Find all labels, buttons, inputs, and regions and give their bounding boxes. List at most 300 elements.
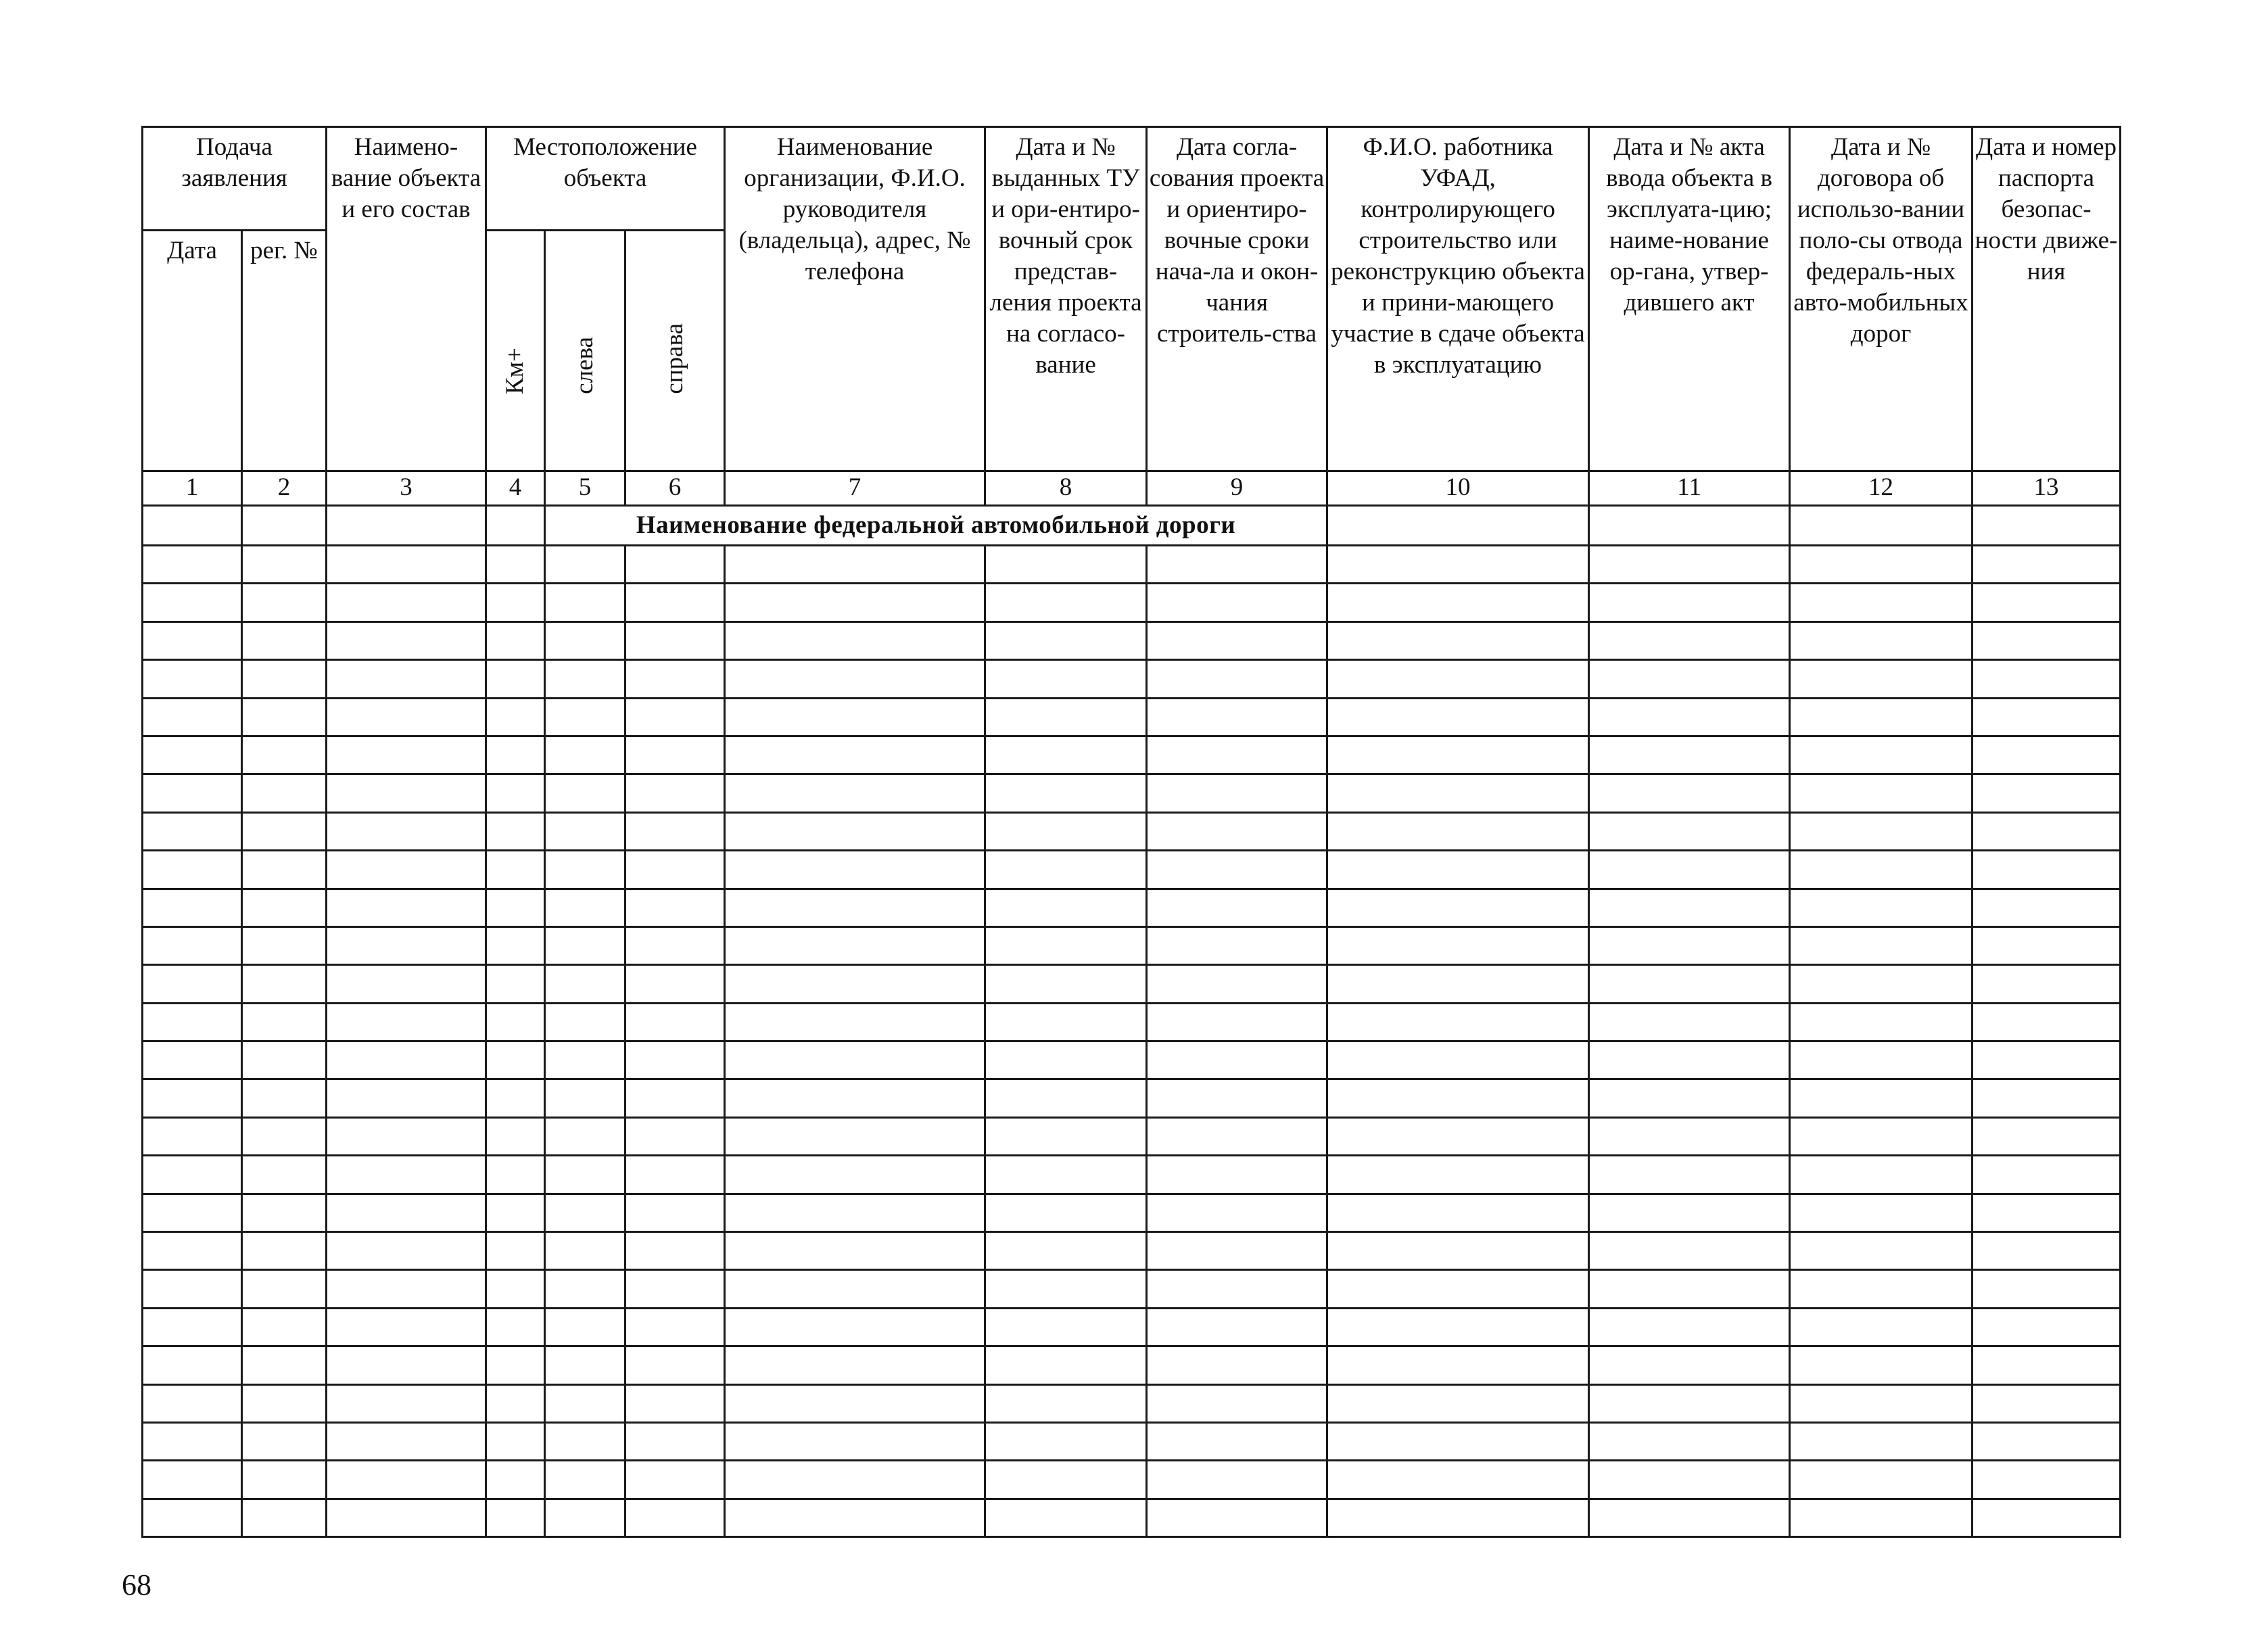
table-cell (1790, 584, 1972, 621)
table-row (143, 1308, 2121, 1346)
table-cell (1589, 1384, 1790, 1422)
table-cell (545, 1194, 625, 1231)
table-cell (545, 1003, 625, 1041)
table-cell (1327, 774, 1589, 812)
table-cell (725, 774, 985, 812)
table-cell (486, 1308, 545, 1346)
table-cell (143, 1079, 242, 1117)
table-cell (327, 851, 486, 889)
table-cell (242, 506, 327, 546)
table-cell (725, 698, 985, 736)
table-cell (1589, 1422, 1790, 1460)
table-row (143, 1041, 2121, 1079)
table-cell (1589, 1156, 1790, 1194)
table-cell (545, 774, 625, 812)
table-cell (545, 736, 625, 774)
table-cell (725, 926, 985, 964)
table-cell (1589, 851, 1790, 889)
table-cell (625, 1079, 725, 1117)
table-cell (242, 812, 327, 850)
table-cell (143, 851, 242, 889)
table-row (143, 621, 2121, 659)
table-cell (1147, 1308, 1327, 1346)
table-cell (486, 812, 545, 850)
header-date: Дата (143, 231, 242, 471)
table-cell (725, 1156, 985, 1194)
table-cell (1790, 698, 1972, 736)
table-cell (143, 698, 242, 736)
table-cell (242, 1041, 327, 1079)
header-tu-date: Дата и № выданных ТУ и ори-ентиро-вочный срок представ-ления проекта на согласо-вание (985, 127, 1147, 471)
table-cell (327, 506, 486, 546)
table-cell (1790, 1346, 1972, 1384)
table-cell (1972, 851, 2121, 889)
table-cell (1327, 1384, 1589, 1422)
table-cell (725, 1308, 985, 1346)
table-cell (327, 1041, 486, 1079)
column-number: 9 (1147, 471, 1327, 506)
table-cell (486, 546, 545, 584)
table-cell (143, 506, 242, 546)
table-cell (242, 1346, 327, 1384)
table-cell (486, 660, 545, 698)
table-cell (486, 584, 545, 621)
table-cell (486, 1270, 545, 1308)
table-cell (1790, 1079, 1972, 1117)
table-cell (1147, 1422, 1327, 1460)
table-cell (625, 812, 725, 850)
table-cell (486, 889, 545, 926)
table-cell (242, 1308, 327, 1346)
table-cell (327, 1308, 486, 1346)
table-cell (1972, 1003, 2121, 1041)
table-cell (486, 1422, 545, 1460)
table-cell (725, 851, 985, 889)
table-cell (242, 1422, 327, 1460)
table-cell (725, 1003, 985, 1041)
table-cell (143, 1117, 242, 1155)
table-cell (486, 506, 545, 546)
table-cell (327, 1232, 486, 1270)
table-cell (545, 812, 625, 850)
table-cell (545, 1232, 625, 1270)
table-cell (625, 889, 725, 926)
table-cell (1589, 1461, 1790, 1499)
table-cell (985, 1156, 1147, 1194)
table-cell (1147, 1041, 1327, 1079)
table-cell (242, 1270, 327, 1308)
table-cell (985, 774, 1147, 812)
table-cell (545, 965, 625, 1003)
table-cell (625, 851, 725, 889)
table-cell (242, 736, 327, 774)
table-cell (1147, 546, 1327, 584)
table-cell (327, 1384, 486, 1422)
table-cell (1972, 546, 2121, 584)
table-cell (327, 660, 486, 698)
table-cell (725, 1422, 985, 1460)
header-submission: Подача заявления (143, 127, 327, 231)
table-cell (1327, 1232, 1589, 1270)
table-cell (725, 1346, 985, 1384)
table-cell (985, 1461, 1147, 1499)
header-left (545, 231, 625, 471)
header-left-label: слева (571, 337, 598, 394)
table-cell (1147, 660, 1327, 698)
page-number: 68 (122, 1568, 151, 1601)
table-cell (1972, 1232, 2121, 1270)
table-cell (1327, 1499, 1589, 1536)
column-number: 8 (985, 471, 1147, 506)
table-cell (1790, 1232, 1972, 1270)
table-cell (1790, 1461, 1972, 1499)
table-cell (1972, 1346, 2121, 1384)
header-km (486, 231, 545, 471)
table-cell (1327, 926, 1589, 964)
table-cell (1327, 698, 1589, 736)
table-cell (1589, 889, 1790, 926)
table-cell (985, 546, 1147, 584)
table-row (143, 926, 2121, 964)
table-cell (545, 1422, 625, 1460)
header-organization: Наименование организации, Ф.И.О. руководителя (владельца), адрес, № телефона (725, 127, 985, 471)
table-cell (242, 1232, 327, 1270)
table-cell (1147, 736, 1327, 774)
table-row (143, 1384, 2121, 1422)
table-cell (1327, 1461, 1589, 1499)
table-cell (1147, 698, 1327, 736)
table-cell (985, 812, 1147, 850)
table-cell (625, 698, 725, 736)
table-cell (1790, 1422, 1972, 1460)
table-cell (1972, 1499, 2121, 1536)
table-row (143, 1194, 2121, 1231)
table-cell (725, 1194, 985, 1231)
table-cell (486, 926, 545, 964)
table-cell (1147, 851, 1327, 889)
table-cell (1589, 774, 1790, 812)
table-cell (1327, 506, 1589, 546)
table-cell (143, 965, 242, 1003)
table-cell (1589, 1117, 1790, 1155)
table-cell (486, 621, 545, 659)
table-cell (1972, 506, 2121, 546)
table-cell (725, 889, 985, 926)
column-number: 3 (327, 471, 486, 506)
table-cell (1147, 774, 1327, 812)
table-cell (625, 736, 725, 774)
table-cell (327, 889, 486, 926)
table-cell (242, 965, 327, 1003)
table-cell (545, 1384, 625, 1422)
table-cell (1147, 1270, 1327, 1308)
table-cell (1147, 1117, 1327, 1155)
table-cell (1589, 926, 1790, 964)
column-number-row (143, 471, 2121, 506)
table-row (143, 1346, 2121, 1384)
column-number: 12 (1790, 471, 1972, 506)
table-cell (143, 1156, 242, 1194)
table-cell (1589, 1003, 1790, 1041)
table-cell (985, 1422, 1147, 1460)
table-cell (545, 926, 625, 964)
table-cell (725, 736, 985, 774)
table-cell (1589, 1270, 1790, 1308)
table-cell (1790, 506, 1972, 546)
table-cell (1327, 1422, 1589, 1460)
table-cell (1972, 736, 2121, 774)
table-cell (1147, 812, 1327, 850)
table-cell (486, 851, 545, 889)
table-cell (625, 1346, 725, 1384)
table-cell (1327, 1117, 1589, 1155)
table-cell (1972, 889, 2121, 926)
table-cell (486, 1346, 545, 1384)
table-cell (725, 1079, 985, 1117)
table-cell (725, 812, 985, 850)
table-cell (242, 1194, 327, 1231)
table-cell (1327, 1194, 1589, 1231)
table-cell (143, 889, 242, 926)
table-cell (725, 621, 985, 659)
table-cell (1327, 1003, 1589, 1041)
table-cell (625, 774, 725, 812)
table-cell (242, 621, 327, 659)
table-cell (242, 1461, 327, 1499)
table-row (143, 1422, 2121, 1460)
column-number: 5 (545, 471, 625, 506)
table-cell (143, 1499, 242, 1536)
table-cell (1327, 851, 1589, 889)
table-cell (1327, 736, 1589, 774)
table-row (143, 1003, 2121, 1041)
table-cell (1972, 1308, 2121, 1346)
table-cell (625, 1232, 725, 1270)
object-register-table (141, 126, 2121, 1538)
table-cell (985, 851, 1147, 889)
table-cell (1327, 546, 1589, 584)
table-cell (1147, 1003, 1327, 1041)
table-cell (143, 812, 242, 850)
table-cell (725, 1499, 985, 1536)
table-cell (327, 1194, 486, 1231)
table-cell (545, 546, 625, 584)
table-cell (1147, 889, 1327, 926)
table-cell (545, 1461, 625, 1499)
table-cell (1790, 621, 1972, 659)
table-cell (985, 1041, 1147, 1079)
table-cell (327, 1461, 486, 1499)
table-cell (486, 1117, 545, 1155)
table-cell (1972, 1079, 2121, 1117)
column-number: 13 (1972, 471, 2121, 506)
table-cell (1147, 584, 1327, 621)
table-cell (725, 584, 985, 621)
table-cell (1327, 1308, 1589, 1346)
table-cell (327, 1003, 486, 1041)
table-cell (625, 584, 725, 621)
table-cell (1972, 1461, 2121, 1499)
table-cell (545, 621, 625, 659)
table-cell (985, 926, 1147, 964)
table-cell (143, 1232, 242, 1270)
table-cell (1790, 660, 1972, 698)
table-cell (625, 546, 725, 584)
table-cell (486, 1194, 545, 1231)
table-cell (486, 1499, 545, 1536)
table-cell (1589, 621, 1790, 659)
column-number: 6 (625, 471, 725, 506)
table-row (143, 584, 2121, 621)
table-cell (625, 1270, 725, 1308)
table-cell (1790, 546, 1972, 584)
table-cell (725, 1270, 985, 1308)
table-cell (1972, 1041, 2121, 1079)
table-cell (143, 1194, 242, 1231)
header-commission-act: Дата и № акта ввода объекта в эксплуата-цию; наиме-нование ор-гана, утвер-дившего акт (1589, 127, 1790, 471)
table-cell (1589, 1346, 1790, 1384)
table-cell (327, 1346, 486, 1384)
table-cell (1790, 889, 1972, 926)
column-number: 4 (486, 471, 545, 506)
table-cell (327, 1079, 486, 1117)
table-cell (143, 1003, 242, 1041)
table-row (143, 546, 2121, 584)
road-name-title: Наименование федеральной автомобильной дороги (545, 506, 1327, 546)
column-number: 11 (1589, 471, 1790, 506)
table-cell (625, 1156, 725, 1194)
table-cell (486, 736, 545, 774)
table-cell (143, 926, 242, 964)
header-row-1 (143, 127, 2121, 231)
table-cell (985, 1499, 1147, 1536)
table-row (143, 1232, 2121, 1270)
table-cell (1589, 812, 1790, 850)
table-cell (486, 1384, 545, 1422)
table-cell (242, 1003, 327, 1041)
table-cell (242, 1117, 327, 1155)
table-cell (545, 698, 625, 736)
table-cell (1589, 506, 1790, 546)
table-row (143, 965, 2121, 1003)
table-row (143, 736, 2121, 774)
table-cell (1790, 1270, 1972, 1308)
table-cell (1972, 621, 2121, 659)
table-cell (1972, 1270, 2121, 1308)
table-cell (625, 965, 725, 1003)
table-cell (1147, 965, 1327, 1003)
table-cell (1147, 926, 1327, 964)
table-cell (1327, 1156, 1589, 1194)
table-cell (1147, 1384, 1327, 1422)
table-cell (1327, 1346, 1589, 1384)
table-cell (985, 1003, 1147, 1041)
table-row (143, 1270, 2121, 1308)
table-cell (985, 965, 1147, 1003)
table-cell (1790, 851, 1972, 889)
table-cell (327, 1499, 486, 1536)
table-cell (143, 660, 242, 698)
table-cell (486, 1041, 545, 1079)
table-cell (1790, 1041, 1972, 1079)
table-cell (327, 698, 486, 736)
table-cell (1589, 698, 1790, 736)
header-land-contract: Дата и № договора об использо-вании поло-сы отвода федераль-ных авто-мобильных дорог (1790, 127, 1972, 471)
table-cell (1790, 736, 1972, 774)
table-cell (1327, 1041, 1589, 1079)
table-cell (242, 851, 327, 889)
table-cell (625, 1194, 725, 1231)
table-cell (1790, 1499, 1972, 1536)
table-cell (625, 1461, 725, 1499)
table-cell (1972, 1117, 2121, 1155)
table-cell (1790, 1003, 1972, 1041)
table-cell (327, 546, 486, 584)
table-cell (725, 965, 985, 1003)
table-cell (1327, 889, 1589, 926)
table-cell (327, 584, 486, 621)
table-cell (985, 1308, 1147, 1346)
table-cell (1327, 584, 1589, 621)
table-cell (545, 851, 625, 889)
table-cell (242, 1384, 327, 1422)
table-cell (486, 1003, 545, 1041)
table-cell (486, 698, 545, 736)
table-cell (327, 774, 486, 812)
table-cell (1972, 774, 2121, 812)
table-cell (143, 1461, 242, 1499)
table-cell (486, 1079, 545, 1117)
table-cell (1972, 1194, 2121, 1231)
table-cell (1972, 698, 2121, 736)
header-approval-date: Дата согла-сования проекта и ориентиро-вочные сроки нача-ла и окон-чания строитель-ства (1147, 127, 1327, 471)
table-cell (242, 889, 327, 926)
table-cell (143, 1041, 242, 1079)
table-cell (625, 1308, 725, 1346)
table-cell (545, 1346, 625, 1384)
table-cell (625, 1422, 725, 1460)
table-cell (625, 1003, 725, 1041)
table-row (143, 812, 2121, 850)
table-cell (1972, 926, 2121, 964)
table-cell (545, 1117, 625, 1155)
table-cell (1972, 1384, 2121, 1422)
table-row (143, 1079, 2121, 1117)
table-cell (1327, 1079, 1589, 1117)
table-cell (143, 621, 242, 659)
table-cell (1327, 812, 1589, 850)
table-cell (242, 1499, 327, 1536)
table-cell (625, 1384, 725, 1422)
table-cell (327, 1117, 486, 1155)
table-cell (545, 1499, 625, 1536)
column-number: 7 (725, 471, 985, 506)
table-cell (242, 698, 327, 736)
table-cell (1790, 1156, 1972, 1194)
table-cell (327, 965, 486, 1003)
table-cell (1147, 1079, 1327, 1117)
table-cell (985, 1194, 1147, 1231)
table-cell (1327, 965, 1589, 1003)
table-cell (143, 1422, 242, 1460)
header-right-label: справа (661, 323, 689, 394)
table-cell (725, 1384, 985, 1422)
table-cell (1972, 1422, 2121, 1460)
table-cell (725, 1041, 985, 1079)
header-km-label: Км+ (501, 348, 529, 394)
table-cell (242, 774, 327, 812)
table-cell (486, 1156, 545, 1194)
